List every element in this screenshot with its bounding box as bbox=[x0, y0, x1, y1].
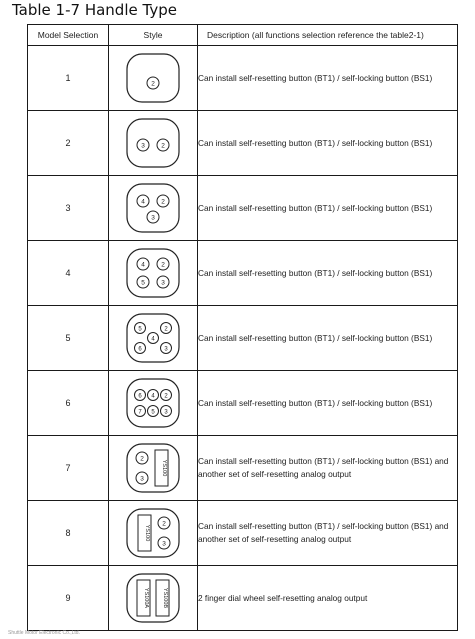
button-label: 3 bbox=[161, 279, 165, 287]
style-cell bbox=[109, 371, 198, 436]
description-cell: Can install self-resetting button (BT1) / self-locking button (BS1) bbox=[198, 241, 458, 306]
style-cell bbox=[109, 501, 198, 566]
table-row bbox=[28, 371, 458, 436]
header-style: Style bbox=[109, 25, 198, 46]
button-label: 3 bbox=[162, 540, 166, 548]
description-cell: Can install self-resetting button (BT1) / self-locking button (BS1) bbox=[198, 46, 458, 111]
model-number: 7 bbox=[28, 436, 109, 501]
button-label: 4 bbox=[151, 336, 155, 343]
model-number: 1 bbox=[28, 46, 109, 111]
header-row bbox=[28, 25, 458, 46]
button-label: 2 bbox=[140, 455, 144, 463]
table-row bbox=[28, 566, 458, 631]
handle-8-diagram bbox=[123, 507, 183, 559]
model-number: 3 bbox=[28, 176, 109, 241]
table-row bbox=[28, 111, 458, 176]
button-label: 6 bbox=[138, 346, 142, 353]
handle-1-diagram bbox=[123, 52, 183, 104]
style-cell bbox=[109, 241, 198, 306]
model-number: 9 bbox=[28, 566, 109, 631]
header-description: Description (all functions selection reference the table2-1) bbox=[198, 25, 458, 46]
table-row bbox=[28, 241, 458, 306]
handle-6-diagram bbox=[123, 377, 183, 429]
header-model-selection: Model Selection bbox=[28, 25, 109, 46]
model-number: 6 bbox=[28, 371, 109, 436]
description-cell: Can install self-resetting button (BT1) / self-locking button (BS1) and another set of self-resetting analog output bbox=[198, 436, 458, 501]
table-row bbox=[28, 46, 458, 111]
table-title: Table 1-7 Handle Type bbox=[12, 1, 177, 19]
description-cell: Can install self-resetting button (BT1) / self-locking button (BS1) bbox=[198, 306, 458, 371]
handle-9-diagram bbox=[123, 572, 183, 624]
description-cell: Can install self-resetting button (BT1) / self-locking button (BS1) bbox=[198, 371, 458, 436]
style-cell bbox=[109, 436, 198, 501]
model-number: 4 bbox=[28, 241, 109, 306]
button-label: 2 bbox=[161, 198, 165, 206]
slider-label: YS100 bbox=[161, 459, 167, 477]
style-cell bbox=[109, 566, 198, 631]
button-label: 3 bbox=[140, 475, 144, 483]
slider-label: YS100B bbox=[162, 587, 168, 609]
footer-text: Shuttle Motor Electronic Co.,Ltd. bbox=[8, 630, 80, 636]
button-label: 3 bbox=[164, 346, 168, 353]
button-label: 2 bbox=[164, 393, 168, 400]
button-label: 2 bbox=[162, 520, 166, 528]
table-row bbox=[28, 436, 458, 501]
button-label: 3 bbox=[164, 409, 168, 416]
style-cell bbox=[109, 111, 198, 176]
button-label: 4 bbox=[141, 261, 145, 269]
table-row bbox=[28, 501, 458, 566]
button-label: 5 bbox=[141, 279, 145, 287]
handle-2-diagram bbox=[123, 117, 183, 169]
handle-7-diagram bbox=[123, 442, 183, 494]
button-label: 4 bbox=[141, 198, 145, 206]
style-cell bbox=[109, 46, 198, 111]
description-cell: Can install self-resetting button (BT1) / self-locking button (BS1) bbox=[198, 111, 458, 176]
handle-type-table bbox=[27, 24, 458, 631]
button-label: 3 bbox=[141, 142, 145, 150]
description-cell: 2 finger dial wheel self-resetting analog output bbox=[198, 566, 458, 631]
handle-4-diagram bbox=[123, 247, 183, 299]
table-row bbox=[28, 176, 458, 241]
slider-label: YS100 bbox=[144, 524, 150, 542]
description-cell: Can install self-resetting button (BT1) / self-locking button (BS1) and another set of self-resetting analog output bbox=[198, 501, 458, 566]
button-label: 3 bbox=[151, 214, 155, 222]
button-label: 5 bbox=[138, 326, 142, 333]
button-label: 2 bbox=[151, 80, 155, 88]
description-cell: Can install self-resetting button (BT1) / self-locking button (BS1) bbox=[198, 176, 458, 241]
style-cell bbox=[109, 306, 198, 371]
button-label: 2 bbox=[161, 261, 165, 269]
handle-3-diagram bbox=[123, 182, 183, 234]
table-row bbox=[28, 306, 458, 371]
button-label: 4 bbox=[151, 393, 155, 400]
button-label: 2 bbox=[164, 326, 168, 333]
slider-label: YS100A bbox=[143, 587, 149, 609]
model-number: 8 bbox=[28, 501, 109, 566]
button-label: 2 bbox=[161, 142, 165, 150]
button-label: 5 bbox=[151, 409, 155, 416]
handle-5-diagram bbox=[123, 312, 183, 364]
button-label: 7 bbox=[138, 409, 142, 416]
model-number: 2 bbox=[28, 111, 109, 176]
model-number: 5 bbox=[28, 306, 109, 371]
style-cell bbox=[109, 176, 198, 241]
button-label: 6 bbox=[138, 393, 142, 400]
